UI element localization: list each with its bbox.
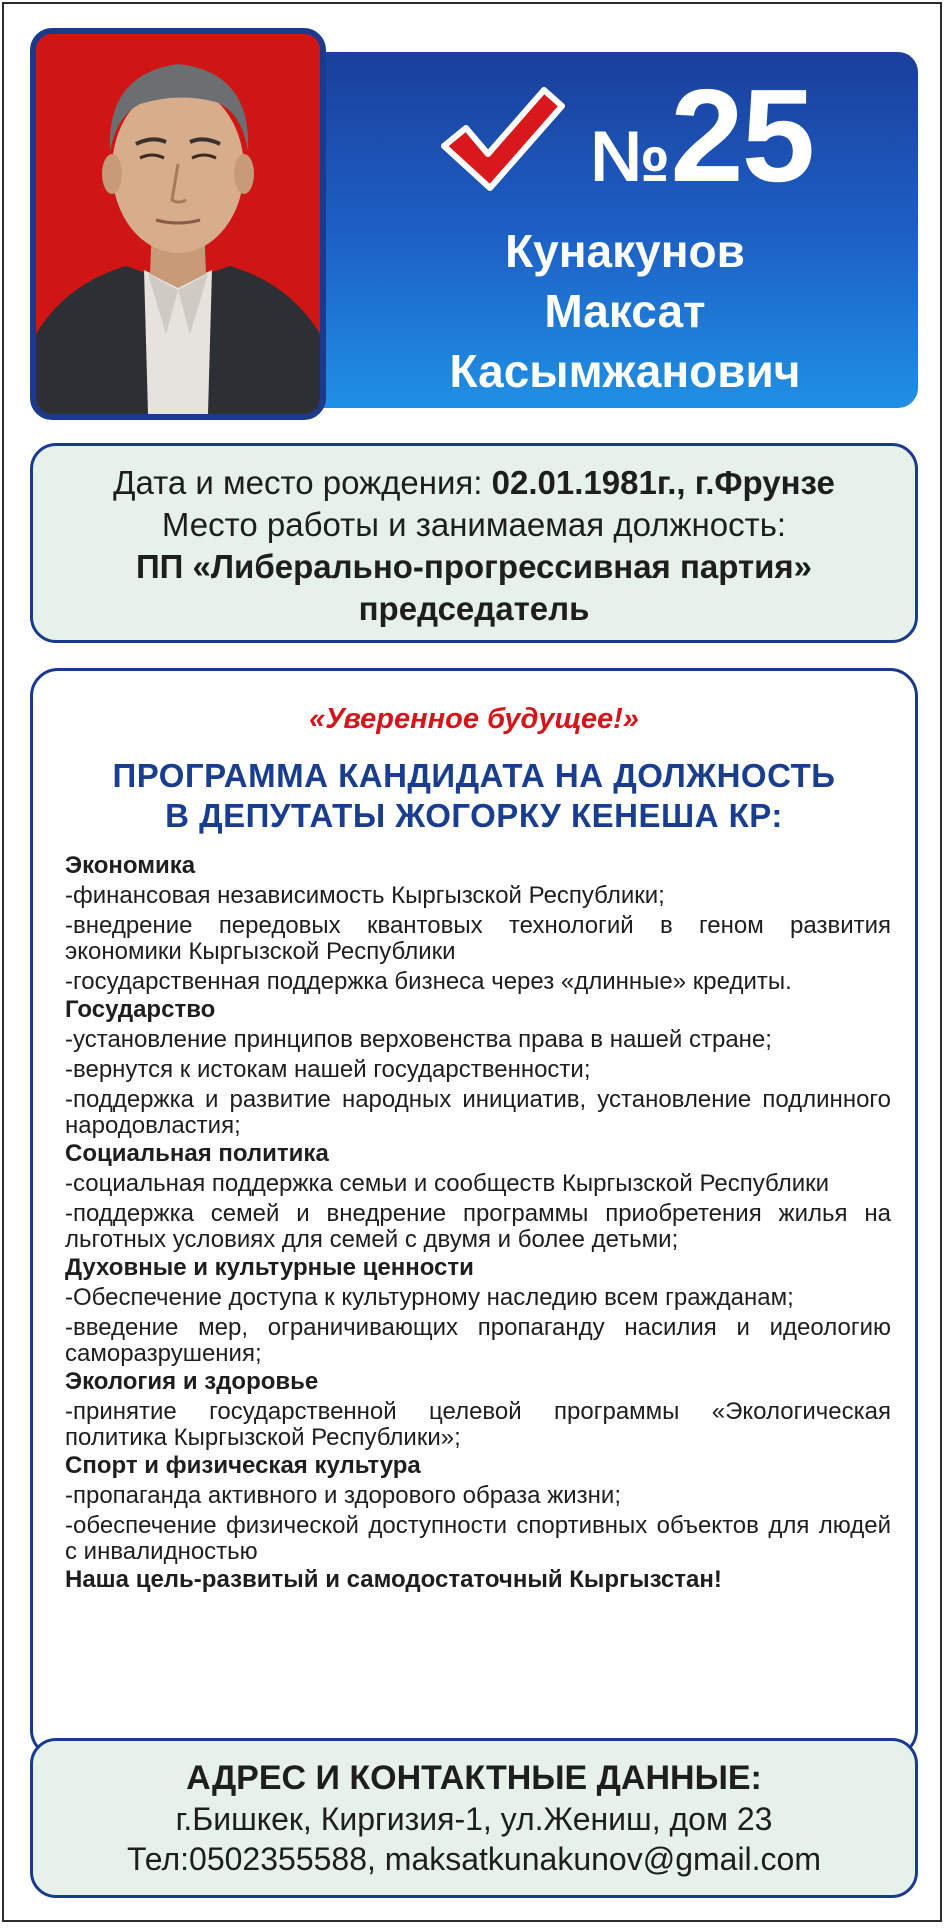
program-section-heading: Государство [65,996,216,1023]
slogan: «Уверенное будущее!» [309,703,639,735]
program-section-heading: Духовные и культурные ценности [65,1254,474,1281]
program-item: -финансовая независимость Кыргызской Республики; [65,882,665,909]
number-prefix: № [590,117,671,197]
number-value: 25 [670,62,814,209]
program-item: -социальная поддержка семьи и сообществ Кыргызской Республики [65,1170,830,1197]
program-title-line1: ПРОГРАММА КАНДИДАТА НА ДОЛЖНОСТЬ [112,757,836,794]
program-item: -поддержка и развитие народных инициатив, установление подлинного народовластия; [65,1086,891,1139]
contact-heading: АДРЕС И КОНТАКТНЫЕ ДАННЫЕ: [186,1759,762,1797]
work-label: Место работы и занимаемая должность: [161,506,787,543]
program-section-heading: Экономика [65,852,196,879]
program-item: -вернутся к истокам нашей государственности; [65,1056,591,1083]
birth-label: Дата и место рождения: [113,464,492,501]
candidate-surname: Кунакунов [505,225,745,277]
program-section-heading: Спорт и физическая культура [65,1452,421,1479]
program-section-heading: Социальная политика [65,1140,329,1167]
program-list [65,851,891,1593]
checkmark-icon [436,82,568,200]
program-item: -пропаганда активного и здорового образа жизни; [65,1482,621,1509]
candidate-photo [30,28,326,420]
program-title-line2: В ДЕПУТАТЫ ЖОГОРКУ КЕНЕША КР: [165,797,783,834]
program-section-heading: Экология и здоровье [65,1368,319,1395]
program-panel [30,668,918,1758]
program-item: -обеспечение физической доступности спортивных объектов для людей с инвалидностью [65,1512,891,1565]
program-item: -установление принципов верховенства права в нашей стране; [65,1026,772,1053]
contact-panel [30,1738,918,1898]
program-item: -введение мер, ограничивающих пропаганду насилия и идеологию саморазрушения; [65,1314,891,1367]
info-panel [30,443,918,643]
candidate-number [590,62,814,209]
program-item: -поддержка семей и внедрение программы приобретения жилья на льготных условиях для семей с двумя и более детьми; [65,1200,891,1253]
birth-info [33,466,915,499]
organization: ПП «Либерально-прогрессивная партия» [135,548,813,585]
program-item: -государственная поддержка бизнеса через «длинные» кредиты. [65,968,792,995]
program-item: -принятие государственной целевой программы «Экологическая политика Кыргызской Республики»; [65,1398,891,1451]
program-footer: Наша цель-развитый и самодостаточный Кыргызстан! [65,1566,722,1593]
program-item: -Обеспечение доступа к культурному наследию всем гражданам; [65,1284,794,1311]
contact-address: г.Бишкек, Киргизия-1, ул.Жениш, дом 23 [175,1801,773,1837]
candidate-patronymic: Касымжанович [449,345,801,397]
position: председатель [358,590,590,627]
birth-value: 02.01.1981г., г.Фрунзе [491,464,835,501]
candidate-first-name: Максат [544,285,706,337]
program-item: -внедрение передовых квантовых технологий в геном развития экономики Кыргызской Республики [65,912,891,965]
contact-phone-email: Тел:0502355588, maksatkunakunov@gmail.com [126,1841,821,1877]
